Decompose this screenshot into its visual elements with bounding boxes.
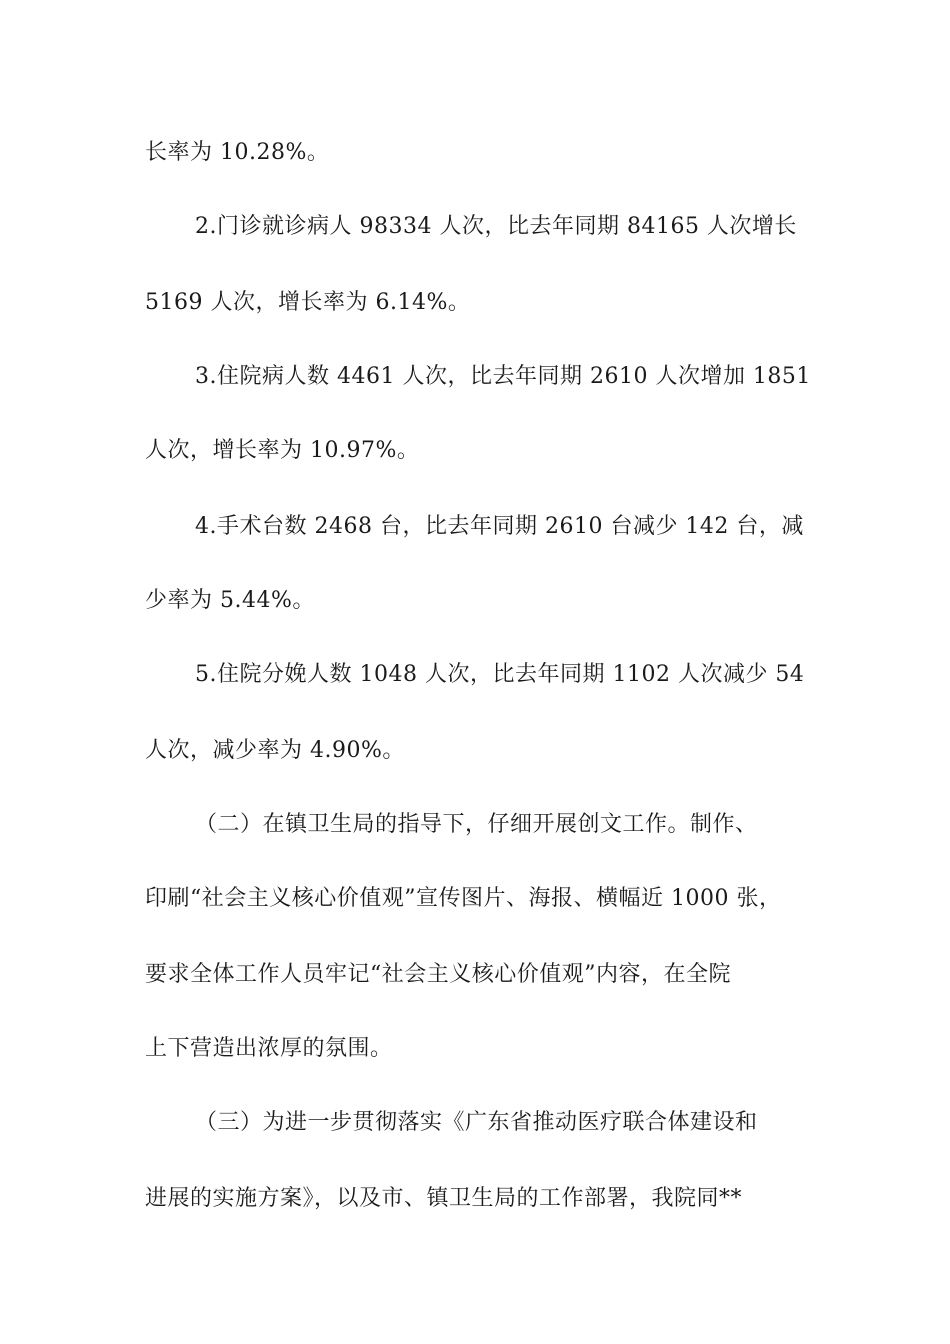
text-line: （三）为进一步贯彻落实《广东省推动医疗联合体建设和	[195, 1110, 758, 1135]
text-line: 3.住院病人数 4461 人次，比去年同期 2610 人次增加 1851	[195, 364, 811, 389]
text-line: 上下营造出浓厚的氛围。	[145, 1036, 393, 1061]
text-line: （二）在镇卫生局的指导下，仔细开展创文工作。制作、	[195, 812, 758, 837]
text-line: 印刷“社会主义核心价值观”宣传图片、海报、横幅近 1000 张，	[145, 886, 782, 911]
text-line: 要求全体工作人员牢记“社会主义核心价值观”内容，在全院	[145, 962, 731, 987]
text-line: 长率为 10.28%。	[145, 140, 330, 165]
text-line: 少率为 5.44%。	[145, 588, 315, 613]
text-line: 4.手术台数 2468 台，比去年同期 2610 台减少 142 台，减	[195, 514, 804, 539]
text-line: 2.门诊就诊病人 98334 人次，比去年同期 84165 人次增长	[195, 214, 797, 239]
text-line: 人次，减少率为 4.90%。	[145, 738, 405, 763]
text-line: 进展的实施方案》，以及市、镇卫生局的工作部署，我院同**	[145, 1186, 743, 1211]
text-line: 5.住院分娩人数 1048 人次，比去年同期 1102 人次减少 54	[195, 662, 805, 687]
text-line: 5169 人次，增长率为 6.14%。	[145, 290, 471, 315]
text-line: 人次，增长率为 10.97%。	[145, 438, 420, 463]
